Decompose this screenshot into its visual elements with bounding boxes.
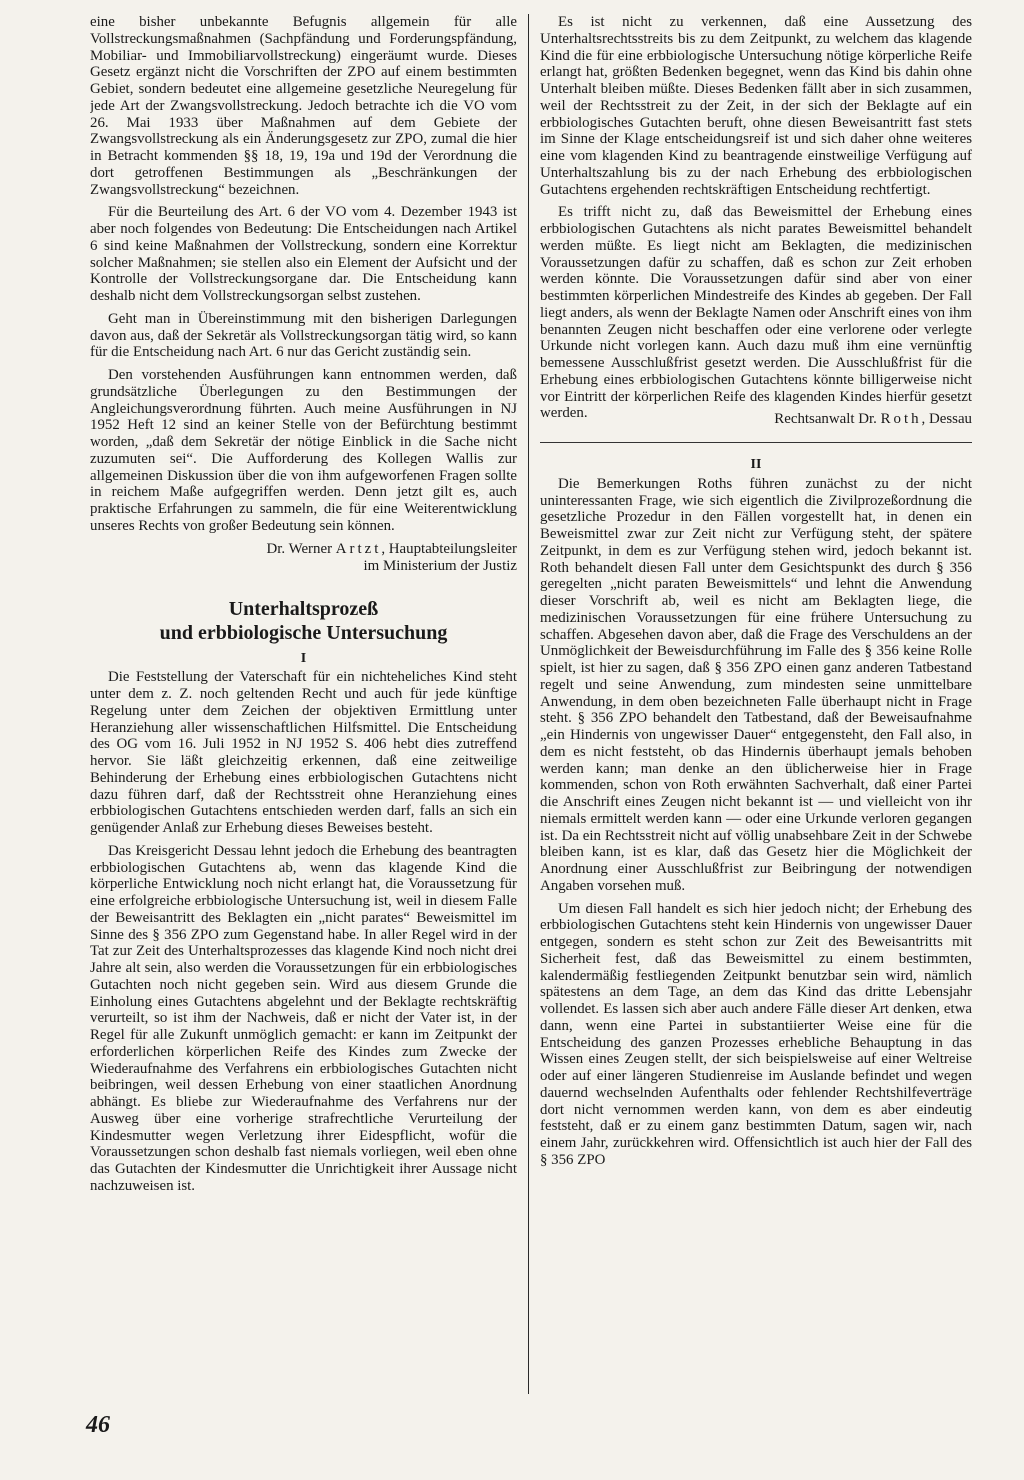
paragraph: Um diesen Fall handelt es sich hier jedoch nicht; der Erhebung des erbbiologischen Gutachtens steht kein Hindernis von ungewisser Dauer entgegen, sondern es steht schon zur Zeit des Beweisantritts mit Sicherheit fest, daß das Beweismittel zu einem bestimmten, kalendermäßig festliegenden Zeitpunkt benutzbar sein wird, nämlich spätestens an dem Tage, an dem das Kind das dritte Lebensjahr vollendet. Es lassen sich aber auch andere Fälle dieser Art denken, etwa dann, wenn eine Partei in substantiierter Weise eine für die Entscheidung des ganzen Prozesses erhebliche Behauptung in das Wissen eines Zeugen stellt, der sich beispielsweise auf einer Weltreise oder auf einer längeren Studienreise im Auslande befindet und wegen dauernd wechselnden Aufenthalts oder fehlender Rechtshilfeverträge dort nicht vernommen werden kann, von dem es aber eindeutig feststeht, daß er zu einem ganz bestimmten Datum, sagen wir, nach einem Jahr, zurückkehren wird. Offensichtlich ist auch hier der Fall des § 356 ZPO (540, 900, 972, 1168)
paragraph: Es ist nicht zu verkennen, daß eine Aussetzung des Unterhaltsrechtsstreits bis zu dem Zeitpunkt, zu welchem das klagende Kind die für eine erbbiologische Untersuchung nötige körperliche Reife erlangt hat, größten Bedenken begegnet, wenn das Kind bis dahin ohne Unterhalt bleiben müßte. Dieses Bedenken fällt aber in sich zusammen, weil der Rechtsstreit zu der Zeit, in der sich der Beklagte auf ein erbbiologisches Gutachten beruft, ohne diesen Beweisantritt fast stets im Sinne der Klage entscheidungsreif ist und sich daher ohne weiteres eine vom klagenden Kind zu beantragende einstweilige Verfügung auf Unterhaltszahlung bis zu der nach Erhebung des erbbiologischen Gutachtens ergehenden rechtskräftigen Entscheidung rechtfertigt. (540, 14, 972, 198)
author-name: Roth (880, 411, 922, 427)
paragraph: Den vorstehenden Ausführungen kann entnommen werden, daß grundsätzliche Überlegungen zu den Bestimmungen der Angleichungsverordnung führten. Auch meine Ausführungen in NJ 1952 Heft 12 sind an keiner Stelle von der Befürchtung bestimmt worden, „daß dem Sekretär der nötige Einblick in die Sache nicht zuzumuten sei“. Die Aufforderung des Kollegen Wallis zur allgemeinen Diskussion über die von ihm aufgeworfenen Fragen sollte in reichem Maße aufgegriffen werden. Denn jetzt gilt es, auch praktische Erfahrungen zu sammeln, die für eine Weiterentwicklung unseres Rechts von großer Bedeutung sein können. (90, 367, 517, 534)
column-divider (528, 14, 529, 1394)
signature-prefix: Dr. Werner (266, 540, 336, 557)
paragraph: eine bisher unbekannte Befugnis allgemein für alle Vollstreckungsmaßnahmen (Sachpfändung und Forderungspfändung, Mobiliar- und Immobiliarvollstreckung) eingeräumt wurde. Dieses Gesetz ergänzt nicht die Vorschriften der ZPO auf einem bestimmten Gebiet, sondern bedeutet eine allgemeine gesetzliche Neuregelung für jede Art der Zwangsvollstreckung. Jedoch betrachte ich die VO vom 26. Mai 1933 über Maßnahmen auf dem Gebiete der Zwangsvollstreckung als ein Änderungsgesetz zur ZPO, zumal die hier in Betracht kommenden §§ 18, 19, 19a und 19d der Verordnung die dort getroffenen Bestimmungen als „Beschränkungen der Zwangsvollstreckung“ bezeichnen. (90, 14, 517, 198)
author-affiliation: im Ministerium der Justiz (363, 557, 517, 574)
author-name: Artzt (335, 540, 382, 557)
title-line-2: und erbbiologische Untersuchung (159, 621, 448, 644)
left-column (90, 14, 517, 1396)
author-signature (90, 541, 517, 575)
author-signature (540, 411, 972, 428)
section-number: I (300, 650, 307, 666)
paragraph: Die Feststellung der Vaterschaft für ein nichteheliches Kind steht unter dem z. Z. noch geltenden Recht und auch für jede künftige Regelung unter dem Zeichen der objektiven Ermittlung unter Heranziehung aller wissenschaftlichen Hilfsmittel. Die Entscheidung des OG vom 16. Juli 1952 in NJ 1952 S. 406 hebt dies zutreffend hervor. Sie läßt gleichzeitig erkennen, daß eine zeitweilige Behinderung der Erhebung eines erbbiologischen Gutachtens nicht dazu führen darf, daß der Rechtsstreit ohne Heranziehung eines erbbiologischen Gutachtens entschieden werden darf, falls an sich ein genügender Anlaß zur Erhebung dieses Beweises besteht. (90, 669, 517, 836)
page-number: 46 (86, 1412, 110, 1438)
signature-suffix: , Hauptabteilungsleiter (381, 540, 517, 557)
signature-prefix: Rechtsanwalt Dr. (774, 411, 881, 427)
paragraph: Das Kreisgericht Dessau lehnt jedoch die Erhebung des beantragten erbbiologischen Gutachtens ab, wenn das klagende Kind die körperliche Entwicklung noch nicht erlangt hat, die Voraussetzung für eine erfolgreiche erbbiologische Untersuchung ist, weil in diesem Falle der Beweisantritt des Beklagten ein „nicht parates“ Beweismittel im Sinne des § 356 ZPO zum Gegenstand habe. In aller Regel wird in der Tat zur Zeit des Unterhaltsprozesses das klagende Kind noch nicht drei Jahre alt sein, also werden die Voraussetzungen für ein erbbiologisches Gutachten noch nicht gegeben sein. Wird aus diesem Grunde die Einholung eines Gutachtens abgelehnt und der Beklagte rechtskräftig verurteilt, so ist ihm der Nachweis, daß er nicht der Vater ist, in der Regel für alle Zukunft unmöglich gemacht: er kann im Zeitpunkt der erforderlichen körperlichen Reife des Kindes zum Zwecke der Wiederaufnahme des Verfahrens ein erbbiologisches Gutachten nicht beibringen, weil dessen Erhebung von einer staatlichen Anordnung abhängt. Es bliebe zur Wiederaufnahme des Verfahrens nur der Ausweg über eine vorherige strafrechtliche Verurteilung der Kindesmutter wegen Verletzung ihrer Eidespflicht, wofür die Voraussetzungen schon deshalb fast niemals vorliegen, weil eben ohne das Gutachten der Kindesmutter die Unrichtigkeit ihrer Aussage nicht nachzuweisen ist. (90, 842, 517, 1194)
paragraph: Geht man in Übereinstimmung mit den bisherigen Darlegungen davon aus, daß der Sekretär als Vollstreckungsorgan tätig wird, so kann für die Entscheidung nach Art. 6 nur das Gericht zuständig sein. (90, 310, 517, 361)
right-column (540, 14, 972, 1396)
article-title (90, 597, 517, 645)
paragraph: Die Bemerkungen Roths führen zunächst zu der nicht uninteressanten Frage, wie sich eigentlich die Zivilprozeßordnung die gesetzliche Prozedur in den Fällen vorgestellt hat, in denen ein Beweismittel zwar zur Zeit nicht zur Verfügung steht, der spätere Zeitpunkt, in dem es zur Verfügung stehen wird, jedoch bekannt ist. Roth behandelt diesen Fall unter dem Gesichtspunkt des durch § 356 geregelten „nicht paraten Beweismittels“ und lehnt die Anwendung dieser Vorschrift ab, weil es nicht am Beklagten liege, die medizinischen Voraussetzungen für eine frühere Untersuchung zu schaffen. Abgesehen davon aber, daß die Frage des Verschuldens an der Unmöglichkeit der Beweisdurchführung im Falle des § 356 keine Rolle spielt, ist hier zu sagen, daß § 356 ZPO einen ganz anderen Tatbestand regelt und seine Anwendung, zum mindesten seine unmittelbare Anwendung, in dem oben bezeichneten Falle überhaupt nicht in Frage steht. § 356 ZPO behandelt den Tatbestand, daß der Beweisaufnahme „ein Hindernis von ungewisser Dauer“ entgegensteht, den Fall also, in dem es nicht feststeht, ob das Hindernis überhaupt jemals behoben werden kann; man denke an den üblicherweise hier in Frage kommenden, schon von Roth erwähnten Sachverhalt, daß einer Partei die Anschrift eines Zeugen nicht bekannt ist — und vielleicht von ihr niemals ermittelt werden kann — oder eine Urkunde verloren gegangen ist. Da ein Rechtsstreit nicht auf völlig unabsehbare Zeit in der Schwebe bleiben kann, ist es klar, daß das Gesetz hier die Möglichkeit der Anordnung einer Ausschlußfrist zur Beibringung der notwendigen Angaben vorsehen muß. (540, 475, 972, 894)
title-line-1: Unterhaltsprozeß (228, 597, 379, 620)
signature-suffix: , Dessau (921, 411, 972, 427)
paragraph: Es trifft nicht zu, daß das Beweismittel der Erhebung eines erbbiologischen Gutachtens als nicht parates Beweismittel behandelt werden müßte. Es liegt nicht am Beklagten, die medizinischen Voraussetzungen dafür zu schaffen, daß es schon zur Zeit erhoben werden könnte. Die Voraussetzungen dafür sind aber von einer bestimmten körperlichen Mindestreife des Kindes ab gegeben. Der Fall liegt anders, als wenn der Beklagte Namen oder Anschrift eines von ihm benannten Zeugen nicht beschaffen oder eine verlorene oder verlegte Urkunde nicht vorlegen kann. Auch dazu muß ihm eine vernünftig bemessene Ausschlußfrist gesetzt werden. Die Ausschlußfrist für die Erhebung eines erbbiologischen Gutachtens könnte billigerweise nicht vor Eintritt der körperlichen Reife des klagenden Kindes hierfür gesetzt werden. (540, 204, 972, 422)
section-number: II (750, 457, 762, 472)
paragraph: Für die Beurteilung des Art. 6 der VO vom 4. Dezember 1943 ist aber noch folgendes von Bedeutung: Die Entscheidungen nach Artikel 6 sind keine Maßnahmen der Vollstreckung, sondern eine Korrektur solcher Maßnahmen; sie stellen also ein Element der Aufsicht und der Kontrolle der Vollstreckungsorgane dar. Die Entscheidung kann deshalb nicht dem Vollstreckungsorgan selbst zustehen. (90, 204, 517, 304)
section-separator (540, 442, 972, 443)
